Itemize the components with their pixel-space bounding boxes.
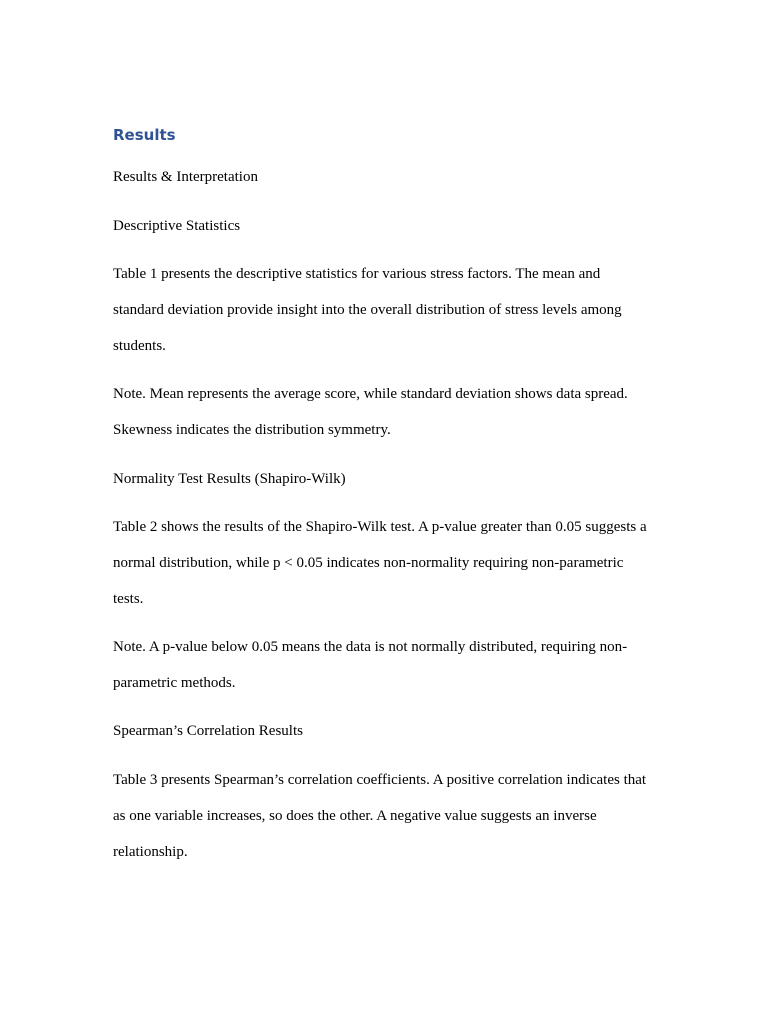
note-paragraph-2 [113, 629, 673, 701]
text-line: Spearman’s Correlation Results [113, 723, 303, 739]
text-line: as one variable increases, so does the other. A negative value suggests an inverse [113, 808, 597, 824]
results-heading: Results [113, 126, 176, 144]
text-line: parametric methods. [113, 675, 236, 691]
paragraph-table1 [113, 256, 673, 364]
text-line: standard deviation provide insight into the overall distribution of stress levels among [113, 302, 622, 318]
text-line: Descriptive Statistics [113, 218, 241, 234]
text-line: Skewness indicates the distribution symmetry. [113, 422, 391, 438]
text-line: Normality Test Results (Shapiro-Wilk) [113, 471, 346, 487]
subtitle-paragraph [113, 159, 673, 195]
section-title-descriptive [113, 208, 673, 244]
text-line: Table 2 shows the results of the Shapiro-Wilk test. A p-value greater than 0.05 suggests a [113, 519, 647, 535]
text-line: Table 1 presents the descriptive statistics for various stress factors. The mean and [113, 266, 601, 282]
text-line: relationship. [113, 844, 188, 860]
text-line: students. [113, 338, 166, 354]
section-title-spearman [113, 713, 673, 749]
text-line: Table 3 presents Spearman’s correlation coefficients. A positive correlation indicates that [113, 772, 647, 788]
section-title-normality [113, 461, 673, 497]
paragraph-table2 [113, 509, 673, 617]
text-line: tests. [113, 591, 144, 607]
text-line: Note. Mean represents the average score, while standard deviation shows data spread. [113, 386, 628, 402]
text-line: Note. A p-value below 0.05 means the data is not normally distributed, requiring non- [113, 639, 628, 655]
note-paragraph-1 [113, 376, 673, 448]
paragraph-table3 [113, 762, 673, 870]
text-line: normal distribution, while p < 0.05 indicates non-normality requiring non-parametric [113, 555, 624, 571]
text-line: Results & Interpretation [113, 169, 258, 185]
